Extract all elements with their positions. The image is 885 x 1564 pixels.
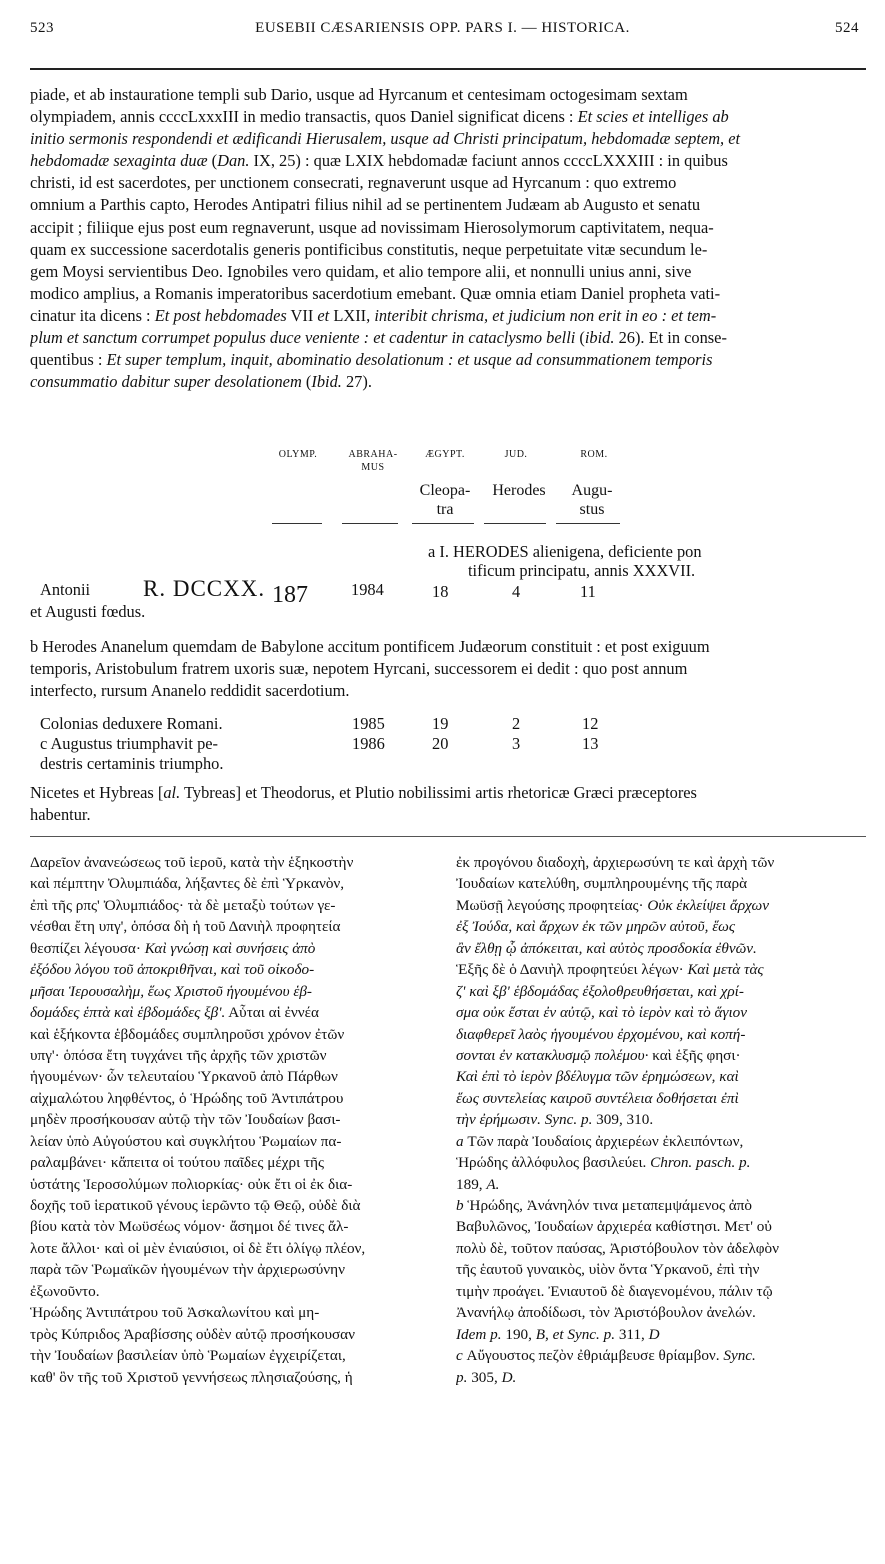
rom-year: 11 — [580, 582, 596, 601]
aegypt-year: 20 — [432, 734, 449, 753]
greek-line: ἐκ προγόνου διαδοχὴ, ἀρχιερωσύνη τε καὶ ἀρχὴ τῶν — [456, 854, 775, 871]
text-line: accipit ; filiique ejus post eum regnaverunt, usque ad novissimam Hierosolymorum captivitatem, nequa- — [30, 217, 714, 237]
greek-line: παρὰ τῶν Ῥωμαϊκῶν ἡγουμένων τὴν ἀρχιερωσύνην — [30, 1261, 345, 1279]
greek-line: ἐξωνοῦντο. — [30, 1282, 100, 1300]
greek-line: b Ἡρώδης, Ἀνάνηλόν τινα μεταπεμψάμενος ἀπὸ — [456, 1197, 753, 1214]
text-line: omnium a Parthis capto, Herodes Antipatri filius nihil ad se pertinentem Judæam ab Augusto et senatu — [30, 195, 701, 215]
row-label: destris certaminis triumpho. — [40, 754, 224, 773]
greek-line: αἰχμαλώτου ληφθέντος, ὁ Ἡρώδης τοῦ Ἀντιπάτρου — [30, 1089, 344, 1107]
page-number-right: 524 — [835, 20, 859, 36]
greek-line: θεσπίζει λέγουσα· Καὶ γνώσῃ καὶ συνήσεις ἀπὸ — [30, 939, 316, 957]
divider — [272, 523, 322, 524]
greek-line: c Αὔγουστος πεζὸν ἐθριάμβευσε θρίαμβον. Sync. — [456, 1347, 756, 1365]
note-a-line2: tificum principatu, annis XXXVII. — [468, 561, 696, 580]
greek-line: ἐπὶ τῆς ρπς' Ὀλυμπιάδος· τὰ δὲ μεταξὺ τούτων γε- — [30, 896, 336, 914]
greek-line: ζ' καὶ ξβ' ἑβδομάδας ἐξολοθρευθήσεται, καὶ χρί- — [456, 982, 744, 1000]
greek-line: ἂν ἔλθῃ ᾧ ἀπόκειται, καὶ αὐτὸς προσδοκία ἐθνῶν. — [456, 939, 757, 957]
jud-year: 3 — [512, 734, 521, 753]
rom-year: 12 — [582, 714, 599, 733]
abraham-year: 1984 — [351, 580, 384, 599]
greek-line: Ἡρώδης Ἀντιπάτρου τοῦ Ἀσκαλωνίτου καὶ μη- — [30, 1304, 320, 1322]
text-line: initio sermonis respondendi et ædificandi Hierusalem, usque ad Christi principatum, hebdomadæ septem, et — [30, 129, 741, 149]
aegypt-year: 18 — [432, 582, 449, 601]
greek-line: ἐξ Ἰούδα, καὶ ἄρχων ἐκ τῶν μηρῶν αὐτοῦ, ἕως — [456, 918, 736, 936]
text-line: cinatur ita dicens : Et post hebdomades VII et LXII, interibit chrisma, et judicium non erit in eo : et tem- — [30, 305, 717, 325]
greek-line: ραλαμβάνει· κἄπειτα οἱ τούτου παῖδες μέχρι τῆς — [30, 1154, 325, 1172]
text-line: habentur. — [30, 805, 91, 825]
rom-year: 13 — [582, 734, 599, 753]
col-header-jud: JUD. — [504, 449, 528, 460]
greek-line: Ἰουδαίων κατελύθη, συμπληρουμένης τῆς παρὰ — [456, 875, 748, 893]
greek-line: σμα οὐκ ἔσται ἐν αὐτῷ, καὶ τὸ ἱερὸν καὶ τὸ ἅγιον — [456, 1004, 747, 1022]
divider — [556, 523, 620, 524]
greek-line: τιμὴν προάγει. Ἐνιαυτοῦ δὲ διαγενομένου, πάλιν τῷ — [456, 1282, 773, 1300]
jud-year: 4 — [512, 582, 521, 601]
greek-line: τρὸς Κύπριδος Ἀραβίσσης οὐδὲν αὐτῷ προσήκουσαν — [30, 1325, 356, 1343]
section-rule — [30, 836, 866, 837]
text-line: hebdomadæ sexaginta duæ (Dan. IX, 25) : quæ LXIX hebdomadæ faciunt annos ccccLXXXIII : in quibus — [30, 151, 728, 171]
text-line: quam ex successione sacerdotalis generis pontificibus constitutis, neque perpetuitate vitæ secundum le- — [30, 239, 708, 259]
divider — [412, 523, 474, 524]
abraham-year: 1985 — [352, 714, 385, 733]
text-line: Nicetes et Hybreas [al. Tybreas] et Theodorus, et Plutio nobilissimi artis rhetoricæ Græci præceptores — [30, 783, 697, 802]
abraham-year: 1986 — [352, 734, 385, 753]
text-line: consummatio dabitur super desolationem (Ibid. 27). — [30, 372, 372, 392]
greek-column-left — [30, 852, 440, 1388]
greek-line: σονται ἐν κατακλυσμῷ πολέμου· καὶ ἑξῆς φησι· — [456, 1046, 741, 1064]
jud-year: 2 — [512, 714, 521, 733]
greek-line: πολὺ δὲ, τοῦτον παύσας, Ἀριστόβουλον τὸν ἀδελφὸν — [456, 1239, 779, 1257]
note-a-line1: a I. HERODES alienigena, deficiente pon — [428, 542, 702, 561]
greek-line: p. 305, D. — [456, 1368, 517, 1386]
greek-line: Μωϋσῇ λεγούσης προφητείας· Οὐκ ἐκλείψει ἄρχων — [456, 896, 770, 914]
text-line: modico amplius, a Romanis imperatoribus sacerdotium emebant. Quæ omnia etiam Daniel propheta vati- — [30, 283, 721, 303]
running-title: EUSEBII CÆSARIENSIS OPP. PARS I. — HISTORICA. — [255, 20, 630, 36]
header-rule — [30, 68, 866, 70]
col-header-aegypt: ÆGYPT. — [425, 449, 465, 460]
divider — [342, 523, 398, 524]
greek-line: 189, A. — [456, 1175, 500, 1193]
greek-line: Idem p. 190, B, et Sync. p. 311, D — [456, 1325, 660, 1343]
greek-line: καὶ ἑξήκοντα ἑβδομάδες συμπληροῦσι χρόνον ἐτῶν — [30, 1025, 345, 1043]
subheader-herodes: Herodes — [492, 482, 546, 499]
note-b — [30, 636, 872, 702]
greek-column-right — [456, 852, 870, 1388]
closing-note — [30, 782, 872, 826]
greek-line: δοχῆς τοῦ ἱερατικοῦ γένους ἱερῶντο τῷ Θεῷ, οὐδὲ διὰ — [30, 1197, 361, 1214]
col-header-rom: ROM. — [580, 449, 608, 460]
divider — [484, 523, 546, 524]
greek-line: ἡγουμένων· ὧν τελευταίου Ὑρκανοῦ ἀπὸ Πάρθων — [30, 1068, 338, 1086]
greek-line: καὶ πέμπτην Ὀλυμπιάδα, λήξαντες δὲ ἐπὶ Ὑρκανὸν, — [30, 875, 345, 893]
page-number-left: 523 — [30, 20, 54, 36]
text-line: christi, id est sacerdotes, per unctionem consecrati, regnaverunt usque ad Hyrcanum : quo extremo — [30, 173, 677, 193]
greek-line: λοτε ἄλλοι· καὶ οἱ μὲν ἐνιαύσιοι, οἱ δὲ ἔτι ὀλίγῳ πλέον, — [30, 1239, 366, 1257]
greek-line: βίου κατὰ τὸν Μωϋσέως νόμον· ἄσημοι δέ τινες ἄλ- — [30, 1218, 349, 1236]
greek-line: καθ' ὃν τῆς τοῦ Χριστοῦ γεννήσεως πλησιαζούσης, ἡ — [30, 1368, 353, 1386]
greek-line: Ἡρώδης ἀλλόφυλος βασιλεύει. Chron. pasch. p. — [456, 1154, 751, 1172]
greek-line: τὴν ἐρήμωσιν. Sync. p. 309, 310. — [456, 1111, 654, 1129]
subheader-augustus: Augu- stus — [571, 482, 613, 518]
greek-line: ἕως συντελείας καιροῦ συντέλεια δοθήσεται ἐπὶ — [456, 1089, 739, 1107]
text-line: quentibus : Et super templum, inquit, abominatio desolationum : et usque ad consummationem temporis — [30, 350, 713, 370]
row-label-antonii: Antonii — [40, 580, 91, 599]
greek-line: τὴν Ἰουδαίων βασιλείαν ὑπὸ Ῥωμαίων ἐγχειρίζεται, — [30, 1347, 346, 1365]
col-header-abrahamus: ABRAHA- MUS — [348, 449, 398, 473]
greek-line: μῆσαι Ἱερουσαλὴμ, ἕως Χριστοῦ ἡγουμένου ἑβ- — [30, 982, 312, 1000]
greek-line: νέσθαι ἔτη υπγ', ὁπόσα δὴ ἡ τοῦ Δανιὴλ προφητεία — [30, 918, 341, 936]
greek-line: Ἑξῆς δὲ ὁ Δανιὴλ προφητεύει λέγων· Καὶ μετὰ τὰς — [456, 961, 764, 979]
greek-line: Δαρεῖον ἀνανεώσεως τοῦ ἱεροῦ, κατὰ τὴν ἑξηκοστὴν — [30, 854, 354, 871]
greek-line: δομάδες ἑπτὰ καὶ ἑβδομάδες ξβ'. Αὗται αἱ ἐννέα — [30, 1004, 319, 1022]
greek-line: διαφθερεῖ λαὸς ἡγουμένου ἐρχομένου, καὶ κοπή- — [456, 1025, 746, 1043]
greek-line: Ἀνανήλῳ ἀποδίδωσι, τὸν Ἀριστόβουλον ἀνελών. — [456, 1304, 756, 1322]
row-label: c Augustus triumphavit pe- — [40, 734, 218, 753]
text-line: gem Moysi servientibus Deo. Ignobiles vero quidam, et alio tempore alii, et nonnulli unius anni, sive — [30, 261, 692, 281]
note-line: interfecto, rursum Ananelo reddidit sacerdotium. — [30, 681, 350, 701]
greek-line: a Τῶν παρὰ Ἰουδαίοις ἀρχιερέων ἐκλειπόντων, — [456, 1132, 744, 1150]
text-line: plum et sanctum corrumpet populus duce veniente : et cadentur in cataclysmo belli (ibid. 26). Et in conse- — [30, 328, 727, 348]
note-line: b Herodes Ananelum quemdam de Babylone accitum pontificem Judæorum constituit : et post exiguum — [30, 637, 710, 656]
greek-line: ἐξόδου λόγου τοῦ ἀποκριθῆναι, καὶ τοῦ οἰκοδο- — [30, 961, 315, 979]
latin-paragraph — [30, 84, 872, 393]
greek-line: Καὶ ἐπὶ τὸ ἱερὸν βδέλυγμα τῶν ἐρημώσεων, καὶ — [456, 1068, 739, 1086]
col-header-olymp: OLYMP. — [278, 449, 318, 460]
greek-line: Βαβυλῶνος, Ἰουδαίων ἀρχιερέα καθίστησι. Μετ' οὐ — [456, 1218, 772, 1236]
greek-line: τῆς ἑαυτοῦ γυναικὸς, υἱὸν ὄντα Ὑρκανοῦ, ἐπὶ τὴν — [456, 1261, 760, 1279]
row-label: Colonias deduxere Romani. — [40, 714, 223, 733]
greek-line: μηδὲν προσήκουσαν αὐτῷ τὴν τῶν Ἰουδαίων βασι- — [30, 1111, 341, 1129]
row-label-foedus: et Augusti fœdus. — [30, 602, 146, 621]
greek-line: υπγ'· ὁπόσα ἔτη τυγχάνει τῆς ἀρχῆς τῶν χριστῶν — [30, 1046, 327, 1064]
olympiad-number: 187 — [272, 582, 308, 608]
greek-line: ὑστάτης Ἱεροσολύμων πολιορκίας· οὐκ ἔτι οἱ ἐκ δια- — [30, 1175, 353, 1193]
aegypt-year: 19 — [432, 714, 449, 733]
text-line: piade, et ab instauratione templi sub Dario, usque ad Hyrcanum et centesimam octogesimam sextam — [30, 85, 688, 104]
text-line: olympiadem, annis ccccLxxxIII in medio transactis, quos Daniel significat dicens : Et scies et intelliges ab — [30, 107, 729, 127]
roman-year: R. DCCXX. — [143, 576, 266, 601]
greek-line: λείαν ὑπὸ Αὐγούστου καὶ συγκλήτου Ῥωμαίων πα- — [30, 1132, 342, 1150]
note-line: temporis, Aristobulum fratrem uxoris suæ, nepotem Hyrcani, successorem ei dedit : quo post annum — [30, 659, 688, 679]
subheader-cleopatra: Cleopa- tra — [419, 482, 471, 518]
